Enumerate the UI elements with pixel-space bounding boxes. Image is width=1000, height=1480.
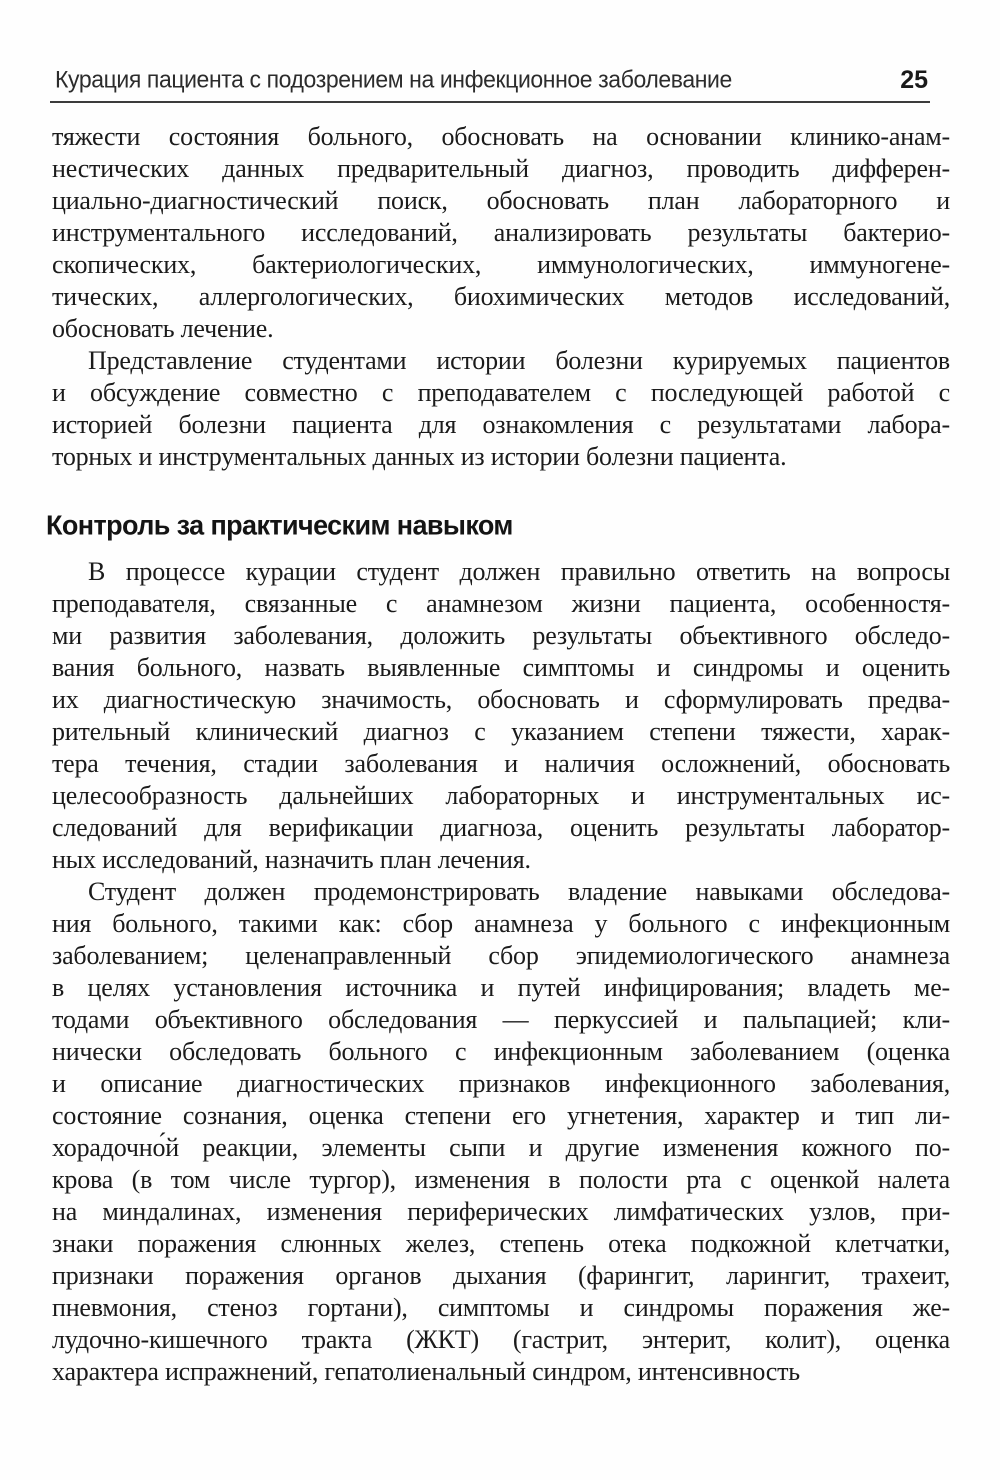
section-heading: Контроль за практическим навыком	[46, 509, 513, 541]
text-line: хорадочно́й реакции, элементы сыпи и другие изменения кожного по-	[52, 1133, 950, 1162]
text-line: следований для верификации диагноза, оценить результаты лаборатор-	[52, 813, 950, 842]
running-header-title: Курация пациента с подозрением на инфекционное заболевание	[55, 65, 732, 93]
text-line: рительный клинический диагноз с указанием степени тяжести, харак-	[52, 717, 950, 746]
page-body	[46, 121, 950, 1388]
text-line: скопических, бактериологических, иммунологических, иммуногене-	[52, 250, 950, 279]
text-line: заболеванием; целенаправленный сбор эпидемиологического анамнеза	[52, 941, 950, 970]
text-line: признаки поражения органов дыхания (фарингит, ларингит, трахеит,	[52, 1261, 950, 1290]
text-line: преподавателя, связанные с анамнезом жизни пациента, особенностя-	[52, 589, 950, 618]
text-line: Представление студентами истории болезни курируемых пациентов	[88, 346, 950, 375]
text-line: ных исследований, назначить план лечения.	[52, 845, 531, 874]
text-line: пневмония, стеноз гортани), симптомы и синдромы поражения же-	[52, 1293, 950, 1322]
text-line: знаки поражения слюнных желез, степень отека подкожной клетчатки,	[52, 1229, 950, 1258]
text-line: инструментального исследований, анализировать результаты бактерио-	[52, 218, 950, 247]
text-line: состояние сознания, оценка степени его угнетения, характер и тип ли-	[52, 1101, 950, 1130]
paragraph	[52, 121, 950, 345]
text-line: циально-диагностический поиск, обосновать план лабораторного и	[52, 186, 950, 215]
text-line: обосновать лечение.	[52, 314, 274, 343]
text-line: тера течения, стадии заболевания и наличия осложнений, обосновать	[52, 749, 950, 778]
text-line: В процессе курации студент должен правильно ответить на вопросы	[88, 557, 950, 586]
text-line: в целях установления источника и путей инфицирования; владеть ме-	[52, 973, 950, 1002]
text-line: их диагностическую значимость, обосновать и сформулировать предва-	[52, 685, 950, 714]
text-line: на миндалинах, изменения периферических лимфатических узлов, при-	[52, 1197, 950, 1226]
text-line: и описание диагностических признаков инфекционного заболевания,	[52, 1069, 950, 1098]
running-header	[55, 66, 928, 95]
text-line: характера испражнений, гепатолиенальный синдром, интенсивность	[52, 1357, 800, 1386]
text-line: ми развития заболевания, доложить результаты объективного обследо-	[52, 621, 950, 650]
text-line: историей болезни пациента для ознакомления с результатами лабора-	[52, 410, 950, 439]
text-line: нически обследовать больного с инфекционным заболеванием (оценка	[52, 1037, 950, 1066]
text-line: вания больного, назвать выявленные симптомы и синдромы и оценить	[52, 653, 950, 682]
text-line: тяжести состояния больного, обосновать на основании клинико-анам-	[52, 122, 950, 151]
paragraph	[52, 876, 950, 1388]
text-line: тодами объективного обследования — перкуссией и пальпацией; кли-	[52, 1005, 950, 1034]
text-line: нестических данных предварительный диагноз, проводить дифферен-	[52, 154, 950, 183]
text-line: целесообразность дальнейших лабораторных и инструментальных ис-	[52, 781, 950, 810]
text-line: ния больного, такими как: сбор анамнеза у больного с инфекционным	[52, 909, 950, 938]
text-line: тических, аллергологических, биохимических методов исследований,	[52, 282, 950, 311]
header-rule	[50, 101, 930, 103]
text-line: лудочно-кишечного тракта (ЖКТ) (гастрит, энтерит, колит), оценка	[52, 1325, 950, 1354]
text-line: торных и инструментальных данных из истории болезни пациента.	[52, 442, 787, 471]
text-line: Студент должен продемонстрировать владение навыками обследова-	[88, 877, 950, 906]
text-line: и обсуждение совместно с преподавателем с последующей работой с	[52, 378, 950, 407]
paragraph	[52, 556, 950, 876]
text-line: крова (в том числе тургор), изменения в полости рта с оценкой налета	[52, 1165, 950, 1194]
page-number: 25	[900, 66, 928, 94]
paragraph	[52, 345, 950, 473]
